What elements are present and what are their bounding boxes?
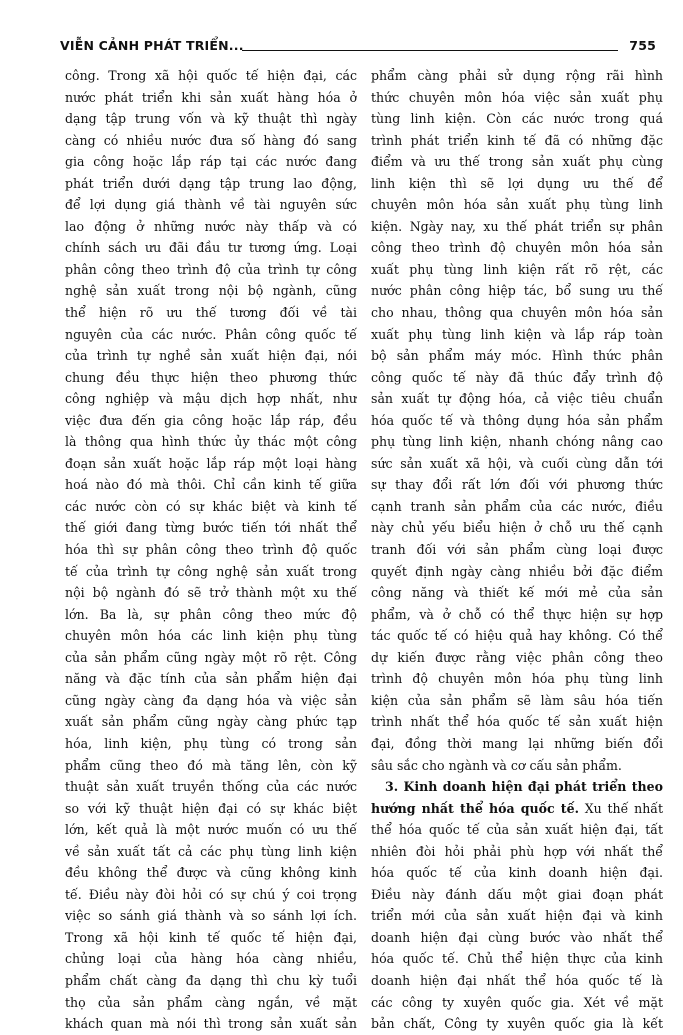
text-line: đại, đồng thời mang lại những biến đổi <box>371 735 663 751</box>
text-line: trình nhất thể hóa quốc tế sản xuất hiện <box>371 714 663 730</box>
text-line: dự kiến được rằng việc phân công theo <box>371 649 663 665</box>
text-line: hóa quốc tế của kinh doanh hiện đại. <box>371 865 663 881</box>
text-line: hoá nào đó mà thôi. Chỉ cần kinh tế giữa <box>65 477 357 493</box>
text-line: trình độ chuyên môn hóa phụ tùng linh <box>371 671 663 687</box>
text-line: phát triển dưới dạng tập trung lao động, <box>65 175 357 191</box>
text-line: chuyên môn hóa các linh kiện phụ tùng <box>65 628 357 644</box>
text-line: chính sách ưu đãi đầu tư tương ứng. Loại <box>65 240 357 256</box>
page-number: 755 <box>629 38 656 53</box>
running-title: VIỄN CẢNH PHÁT TRIỂN... <box>60 38 244 53</box>
text-line: việc đưa đến gia công hoặc lắp ráp, đều <box>65 412 357 428</box>
text-line: lao động ở những nước này thấp và có <box>65 218 357 234</box>
text-line: quyết định ngày càng nhiều bởi đặc điểm <box>371 563 663 579</box>
text-line: đoạn sản xuất hoặc lắp ráp một loại hàng <box>65 455 357 471</box>
text-line: nghệ sản xuất trong nội bộ ngành, cũng <box>65 283 357 299</box>
section-3 <box>371 776 663 1035</box>
left-column <box>65 65 357 1035</box>
text-line: so với kỹ thuật hiện đại có sự khác biệt <box>65 800 357 816</box>
text-line: tác quốc tế có hiệu quả hay không. Có thể <box>371 628 663 644</box>
text-line: nội bộ ngành đó sẽ trở thành một xu thế <box>65 585 357 601</box>
text-line: chung đều thực hiện theo phương thức <box>65 369 357 385</box>
text-line: là thông qua hình thức ủy thác một công <box>65 434 357 450</box>
text-line: điểm và ưu thế trong sản xuất phụ cùng <box>371 154 663 170</box>
text-line: kiện. Ngày nay, xu thế phát triển sự phân <box>371 218 663 234</box>
text-line: thể hóa quốc tế của sản xuất hiện đại, tất <box>371 822 663 838</box>
text-line: lớn, kết quả là một nước muốn có ưu thế <box>65 822 357 838</box>
text-line: Trong xã hội kinh tế quốc tế hiện đại, <box>65 929 357 945</box>
text-line: chủng loại của hàng hóa càng nhiều, <box>65 951 357 967</box>
text-line: tùng linh kiện. Còn các nước trong quá <box>371 111 663 127</box>
text-line: công nghiệp và mậu dịch hợp nhất, như <box>65 391 357 407</box>
text-line: nhiên đòi hỏi phải phù hợp với nhất thể <box>371 843 663 859</box>
text-line: tế. Điều này đòi hỏi có sự chú ý coi trọng <box>65 886 357 902</box>
text-line: tranh đối với sản phẩm cùng loại được <box>371 542 663 558</box>
text-line: phẩm càng phải sử dụng rộng rãi hình <box>371 68 663 83</box>
section-heading: 3. Kinh doanh hiện đại phát triển theo <box>385 779 663 795</box>
text-line: linh kiện thì sẽ lợi dụng ưu thế để <box>371 175 663 191</box>
text-line: xuất sản phẩm cũng ngày càng phức tạp <box>65 714 357 730</box>
text-line: kiện của sản phẩm sẽ làm sâu hóa tiến <box>371 692 663 708</box>
text-line: chuyên môn hóa sản xuất phụ tùng linh <box>371 197 663 213</box>
text-line: hóa quốc tế. Chủ thể hiện thực của kinh <box>371 951 663 967</box>
text-line: nguyên của các nước. Phân công quốc tế <box>65 326 357 342</box>
text-line: bộ sản phẩm máy móc. Hình thức phân <box>371 348 663 364</box>
text-line: dạng tập trung vốn và kỹ thuật thì ngày <box>65 111 357 127</box>
text-line: doanh hiện đại nhất thể hóa quốc tế là <box>371 972 663 988</box>
text-line: tế của trình tự công nghệ sản xuất trong <box>65 563 357 579</box>
section-heading-continued: hướng nhất thể hóa quốc tế. Xu thế nhất <box>371 800 663 816</box>
text-line: nước phân công hiệp tác, bổ sung ưu thế <box>371 283 663 299</box>
text-line: công theo trình độ chuyên môn hóa sản <box>371 240 663 256</box>
text-line: của trình tự nghề sản xuất hiện đại, nói <box>65 348 357 364</box>
text-line: gia công hoặc lắp ráp tại các nước đang <box>65 154 357 170</box>
right-paragraph <box>371 65 663 776</box>
text-line: càng có nhiều nước đưa số hàng đó sang <box>65 132 357 148</box>
text-line: cạnh tranh sản phẩm của các nước, điều <box>371 498 663 514</box>
right-column <box>371 65 663 1035</box>
text-line: hóa, linh kiện, phụ tùng có trong sản <box>65 735 357 751</box>
text-line: năng và đặc tính của sản phẩm hiện đại <box>65 671 357 687</box>
text-line: thức chuyên môn hóa việc sản xuất phụ <box>371 89 663 105</box>
section-body <box>371 819 663 1034</box>
text-line: đều không thể được và cũng không kinh <box>65 865 357 881</box>
text-line: phụ tùng linh kiện, nhanh chóng nâng cao <box>371 434 663 450</box>
text-line: sâu sắc cho ngành và cơ cấu sản phẩm. <box>371 757 622 773</box>
text-line: phân công theo trình độ của trình tự công <box>65 261 357 277</box>
text-line: về sản xuất tất cả các phụ tùng linh kiện <box>65 843 357 859</box>
text-line: cũng ngày càng đa dạng hóa và việc sản <box>65 692 357 708</box>
text-line: thể hiện rõ ưu thế tương đối về tài <box>65 305 357 321</box>
text-line: bản chất, Công ty xuyên quốc gia là kết <box>371 1016 663 1032</box>
text-line: xuất phụ tùng linh kiện và lắp ráp toàn <box>371 326 663 342</box>
page-header <box>60 36 656 56</box>
text-line: phẩm cũng theo đó mà tăng lên, còn kỹ <box>65 757 357 773</box>
text-line: công. Trong xã hội quốc tế hiện đại, các <box>65 68 357 83</box>
text-line: xuất phụ tùng linh kiện rất rõ rệt, các <box>371 261 663 277</box>
text-line: các nước còn có sự khác biệt và kinh tế <box>65 498 357 514</box>
text-line: của sản phẩm cũng ngày một rõ rệt. Công <box>65 649 357 665</box>
text-line: khách quan mà nói thì trong sản xuất sản <box>65 1016 357 1032</box>
text-line: Điều này đánh dấu một giai đoạn phát <box>371 886 663 902</box>
text-line: cho nhau, thông qua chuyên môn hóa sản <box>371 305 663 321</box>
text-line: việc so sánh giá thành và so sánh lợi ích. <box>65 908 357 924</box>
text-line: công năng và thiết kế mới mẻ của sản <box>371 585 663 601</box>
text-line: sản xuất tự động hóa, cả việc tiêu chuẩn <box>371 391 663 407</box>
text-line: thuật sản xuất truyền thống của các nước <box>65 779 357 795</box>
text-line: hóa quốc tế và thông dụng hóa sản phẩm <box>371 412 663 428</box>
text-line: này chủ yếu biểu hiện ở chỗ ưu thế cạnh <box>371 520 663 536</box>
text-line: thọ của sản phẩm càng ngắn, về mặt <box>65 994 357 1010</box>
header-rule <box>242 50 618 51</box>
text-line: hóa thì sự phân công theo trình độ quốc <box>65 542 357 558</box>
text-line: triển mới của sản xuất hiện đại và kinh <box>371 908 663 924</box>
text-line: phẩm, và ở chỗ có thể thực hiện sự hợp <box>371 606 663 622</box>
text-line: trình phát triển kinh tế đã có những đặc <box>371 132 663 148</box>
text-line: doanh hiện đại cùng bước vào nhất thể <box>371 929 663 945</box>
text-line: lớn. Ba là, sự phân công theo mức độ <box>65 606 357 622</box>
text-line: công quốc tế này đã thúc đẩy trình độ <box>371 369 663 385</box>
text-line: các công ty xuyên quốc gia. Xét về mặt <box>371 994 663 1010</box>
text-line: thế giới đang từng bước tiến tới nhất thể <box>65 520 357 536</box>
text-line: phẩm chất càng đa dạng thì chu kỳ tuổi <box>65 972 357 988</box>
text-line: sức sản xuất xã hội, và cuối cùng dẫn tới <box>371 455 663 471</box>
text-line: sự thay đổi rất lớn đối với phương thức <box>371 477 663 493</box>
text-line: nước phát triển khi sản xuất hàng hóa ở <box>65 89 357 105</box>
text-line: để lợi dụng giá thành về tài nguyên sức <box>65 197 357 213</box>
